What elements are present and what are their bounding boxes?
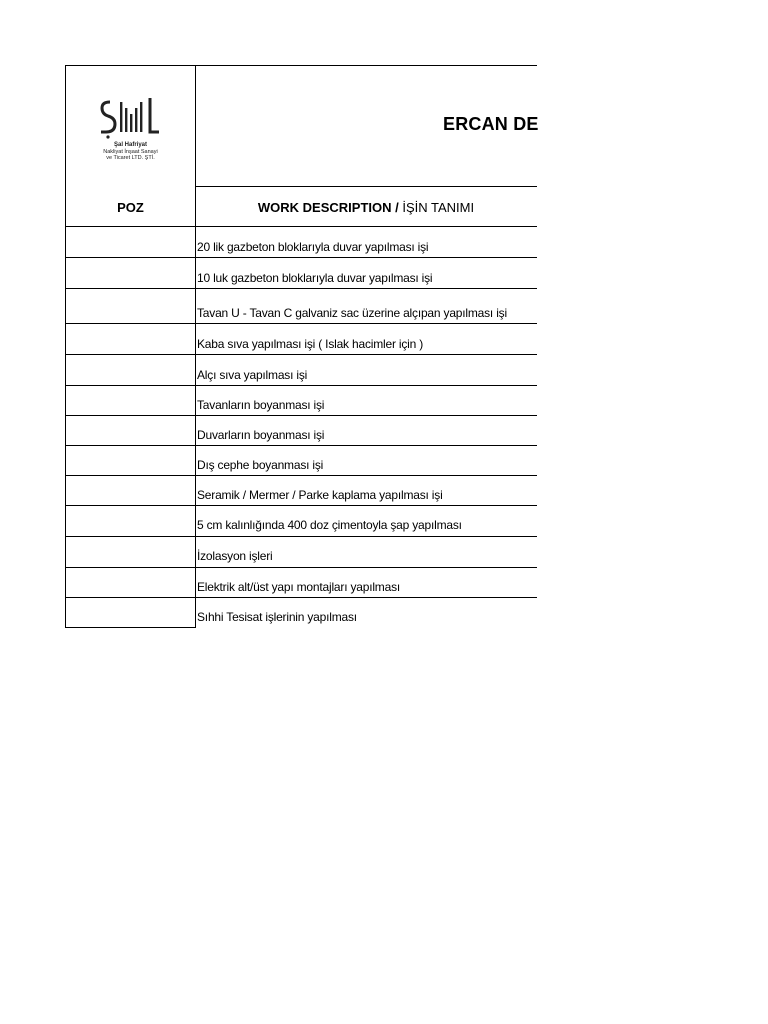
column-header-work-bold: WORK DESCRIPTION / (257, 200, 399, 215)
table-row-description: Kaba sıva yapılması işi ( Islak hacimler için ) (197, 337, 424, 351)
grid-line (65, 415, 537, 416)
grid-line (65, 567, 537, 568)
table-row-description: 10 luk gazbeton bloklarıyla duvar yapılması işi (197, 271, 433, 285)
logo-mark-icon (66, 66, 195, 141)
table-row-description: Tavan U - Tavan C galvaniz sac üzerine alçıpan yapılması işi (197, 306, 507, 320)
grid-line (65, 445, 537, 446)
table-row-description: Dış cephe boyanması işi (197, 458, 324, 472)
table-row-description: Seramik / Mermer / Parke kaplama yapılması işi (197, 488, 443, 502)
grid-line (65, 323, 537, 324)
grid-line (65, 475, 537, 476)
table-row-description: Alçı sıva yapılması işi (197, 368, 308, 382)
grid-line (65, 627, 196, 628)
table-row-description: 20 lik gazbeton bloklarıyla duvar yapılması işi (197, 240, 429, 254)
grid-line (195, 65, 196, 628)
table-row-description: Duvarların boyanması işi (197, 428, 325, 442)
table-row-description: 5 cm kalınlığında 400 doz çimentoyla şap yapılması (197, 518, 462, 532)
grid-line (65, 288, 537, 289)
logo-company-line: ve Ticaret LTD. ŞTİ. (106, 155, 155, 161)
column-header-poz: POZ (117, 200, 144, 215)
grid-line (65, 536, 537, 537)
grid-line (65, 385, 537, 386)
grid-line (65, 597, 537, 598)
table-row-description: Elektrik alt/üst yapı montajları yapılması (197, 580, 401, 594)
company-logo (66, 66, 195, 179)
table-row-description: Tavanların boyanması işi (197, 398, 325, 412)
grid-line (65, 354, 537, 355)
grid-line (65, 257, 537, 258)
logo-company-name: Şal Hafriyat (113, 142, 147, 148)
page-title: ERCAN DE (443, 114, 539, 134)
table-row-description: Sıhhi Tesisat işlerinin yapılması (197, 610, 357, 624)
table-row-description: İzolasyon işleri (197, 549, 273, 563)
column-header-work-normal: İŞİN TANIMI (402, 200, 475, 215)
grid-line (65, 505, 537, 506)
grid-line (65, 226, 537, 227)
column-header-work-description (196, 200, 536, 215)
logo-company-line: Nakliyat İnşaat Sanayi (103, 149, 158, 155)
grid-line (195, 186, 537, 187)
